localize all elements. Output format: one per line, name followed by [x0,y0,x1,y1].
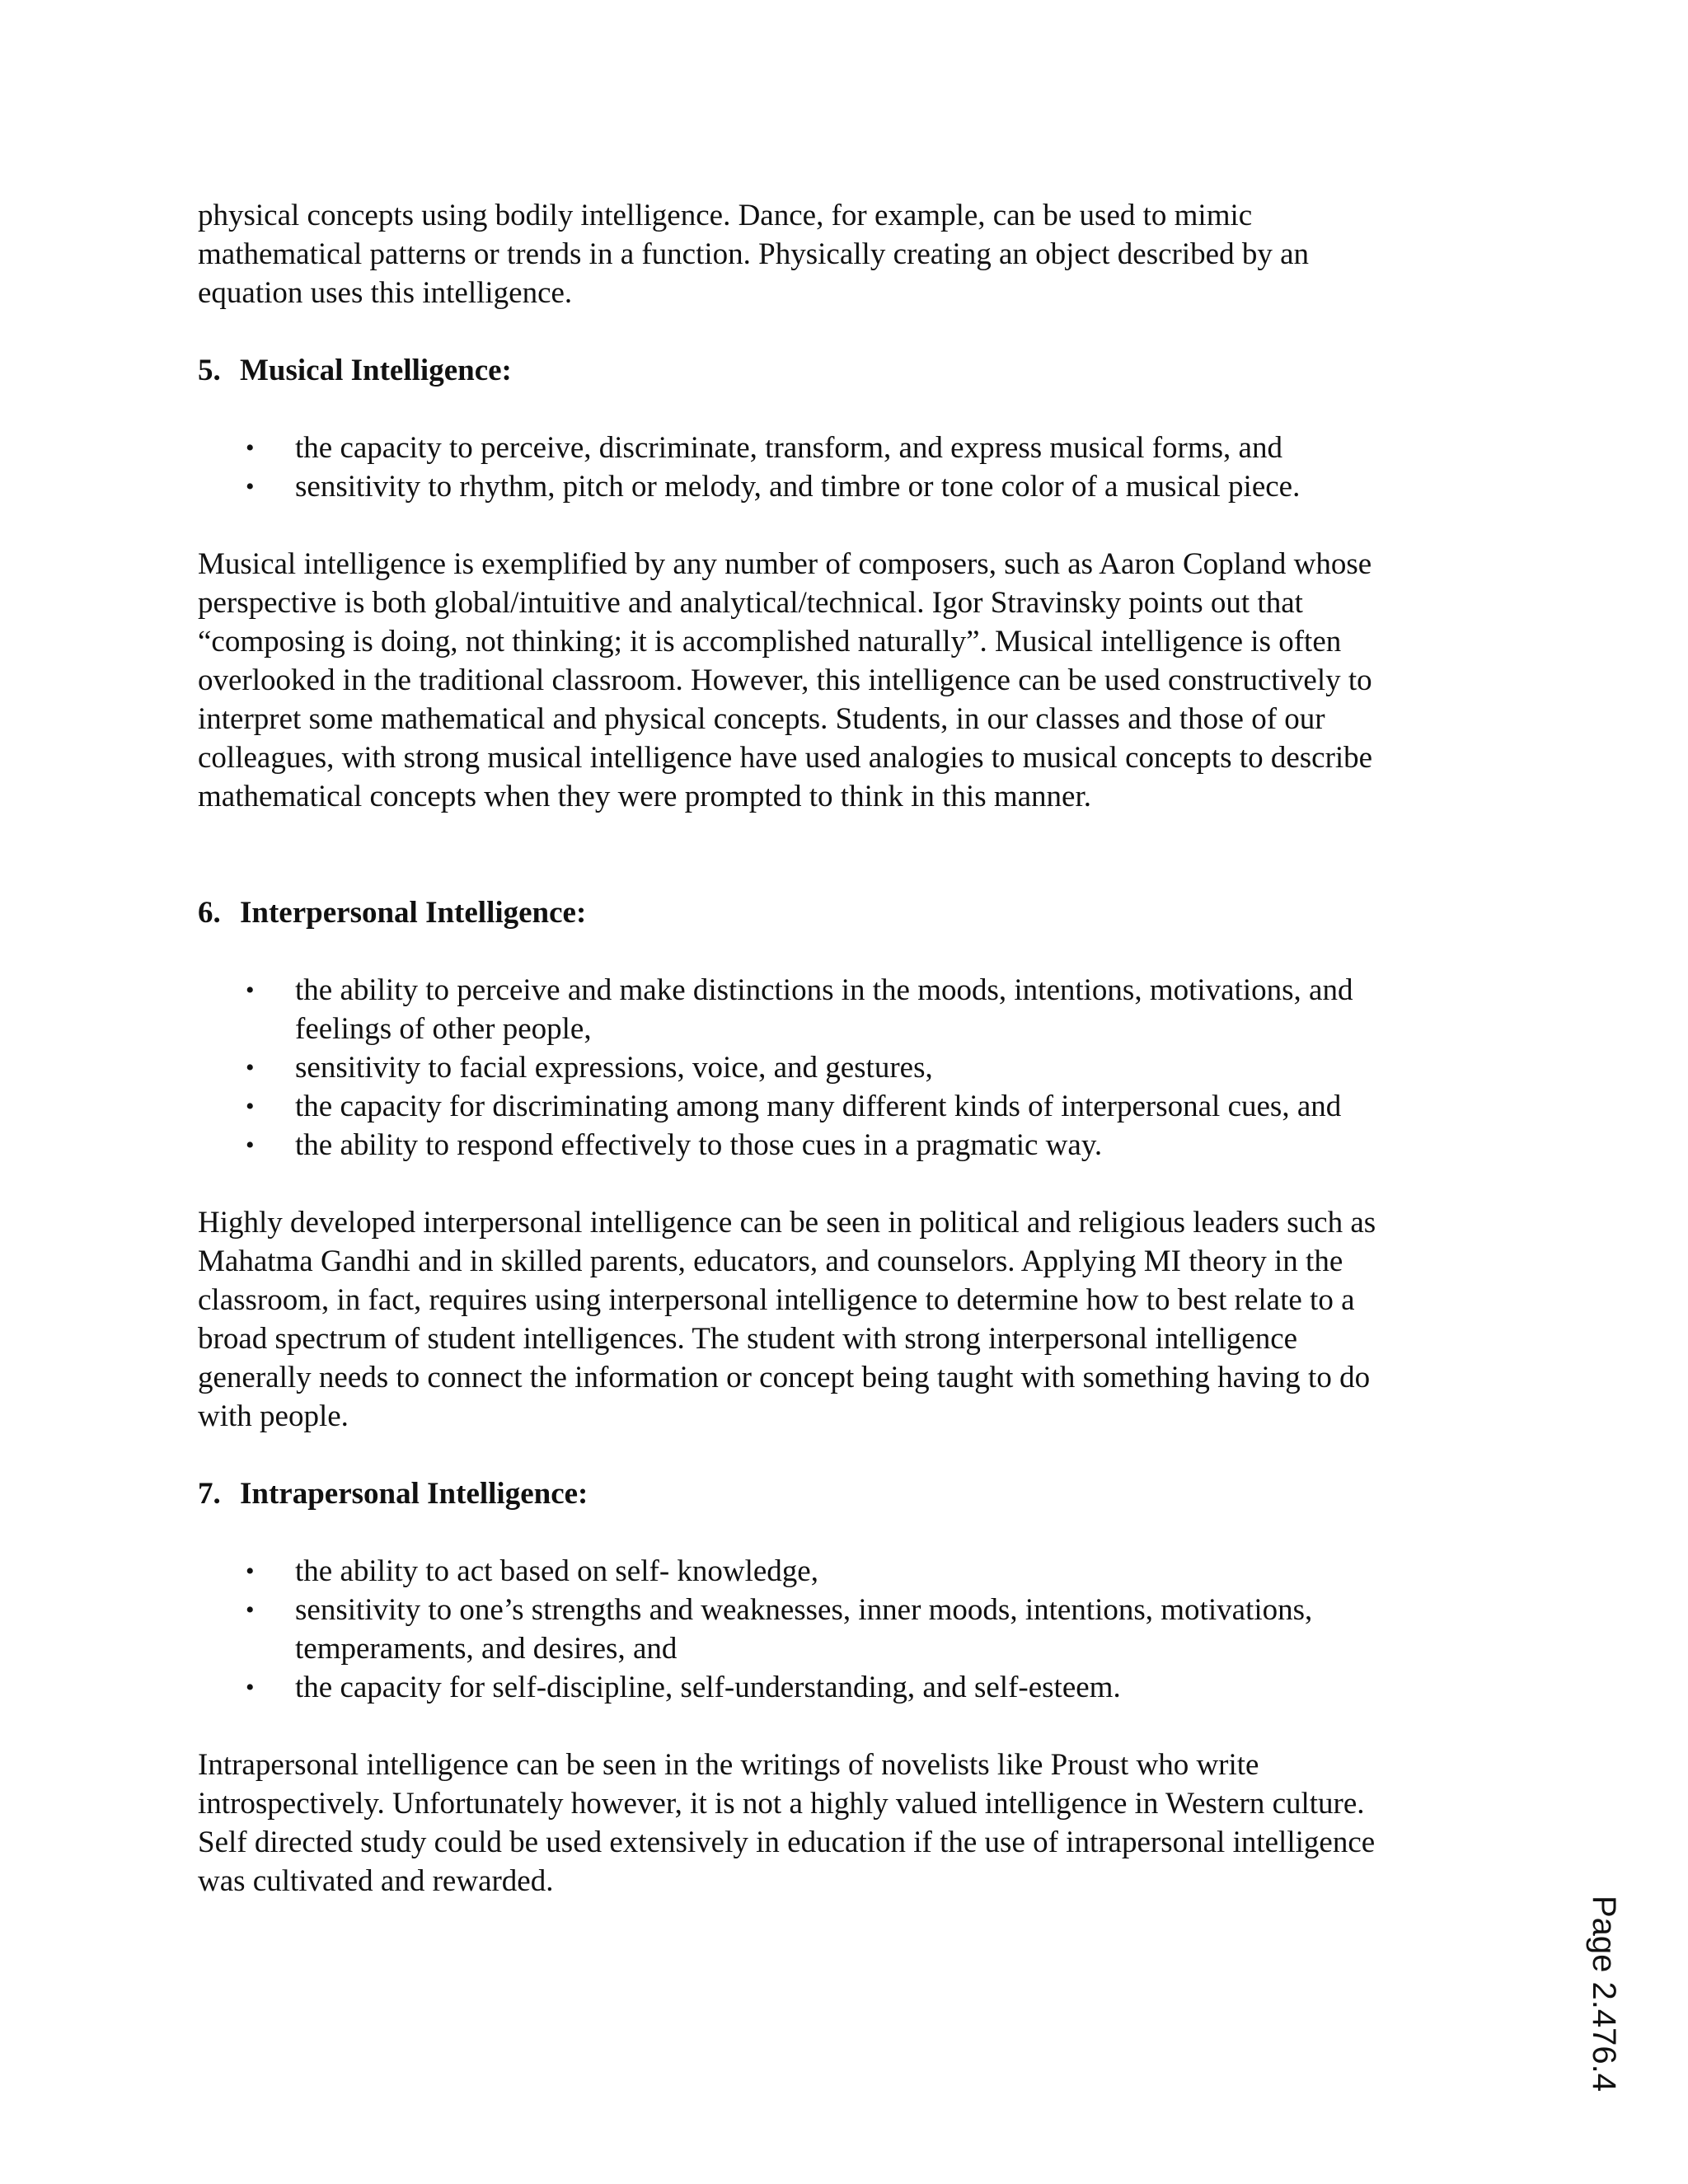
text-line: broad spectrum of student intelligences. The student with strong interpersonal intelligence [198,1322,1298,1356]
text-line: interpret some mathematical and physical concepts. Students, in our classes and those of our [198,702,1325,736]
page-number-label: Page 2.476.4 [1586,1896,1622,2092]
text-line: colleagues, with strong musical intelligence have used analogies to musical concepts to describe [198,741,1373,775]
list-item [198,1048,1500,1087]
bullet-icon: • [246,1674,255,1701]
text-line: the ability to perceive and make distinctions in the moods, intentions, motivations, and [295,973,1353,1007]
section-title: Intrapersonal Intelligence: [240,1477,588,1511]
bullet-icon: • [246,1054,255,1081]
text-line: mathematical patterns or trends in a function. Physically creating an object described by an [198,237,1309,271]
text-line: perspective is both global/intuitive and analytical/technical. Igor Stravinsky points out that [198,586,1303,620]
text-line: sensitivity to one’s strengths and weaknesses, inner moods, intentions, motivations, [295,1593,1313,1627]
text-line: the ability to act based on self- knowledge, [295,1554,818,1588]
section-heading-interpersonal [198,893,1500,932]
paragraph-musical [198,545,1500,816]
intro-paragraph [198,196,1500,312]
text-line: the capacity to perceive, discriminate, transform, and express musical forms, and [295,431,1282,465]
section-heading-musical [198,351,1500,390]
bullet-icon: • [246,1596,255,1624]
section-heading-intrapersonal [198,1474,1500,1513]
text-line: sensitivity to rhythm, pitch or melody, and timbre or tone color of a musical piece. [295,470,1301,504]
text-line: Highly developed interpersonal intelligence can be seen in political and religious leaders such as [198,1206,1376,1240]
text-line: equation uses this intelligence. [198,276,573,310]
text-line: temperaments, and desires, and [295,1632,678,1666]
bullet-icon: • [246,1093,255,1120]
text-line: classroom, in fact, requires using interpersonal intelligence to determine how to best relate to a [198,1283,1355,1317]
list-item [198,1087,1500,1126]
list-item [198,1591,1500,1668]
text-line: physical concepts using bodily intelligence. Dance, for example, can be used to mimic [198,199,1253,232]
text-line: was cultivated and rewarded. [198,1864,554,1898]
text-line: the capacity for self-discipline, self-understanding, and self-esteem. [295,1671,1121,1704]
bullet-icon: • [246,977,255,1004]
bullet-icon: • [246,473,255,500]
paragraph-interpersonal [198,1203,1500,1436]
list-item [198,1668,1500,1707]
text-line: introspectively. Unfortunately however, it is not a highly valued intelligence in Western culture. [198,1787,1365,1821]
bullet-icon: • [246,434,255,462]
list-item [198,467,1500,506]
text-line: Musical intelligence is exemplified by any number of composers, such as Aaron Copland whose [198,547,1372,581]
list-item [198,1126,1500,1165]
section-title: Musical Intelligence: [240,354,512,387]
section-number: 5. [198,354,221,387]
bullet-icon: • [246,1558,255,1585]
text-line: the capacity for discriminating among many different kinds of interpersonal cues, and [295,1090,1342,1123]
text-line: Mahatma Gandhi and in skilled parents, educators, and counselors. Applying MI theory in the [198,1244,1343,1278]
page-body [198,196,1500,1900]
bullet-list-interpersonal [198,971,1500,1165]
bullet-list-intrapersonal [198,1552,1500,1707]
text-line: Intrapersonal intelligence can be seen in the writings of novelists like Proust who write [198,1748,1259,1782]
section-number: 6. [198,896,221,930]
section-number: 7. [198,1477,221,1511]
list-item [198,429,1500,467]
text-line: generally needs to connect the information or concept being taught with something having to do [198,1361,1371,1394]
bullet-list-musical [198,429,1500,506]
text-line: the ability to respond effectively to those cues in a pragmatic way. [295,1128,1103,1162]
list-item [198,971,1500,1048]
section-title: Interpersonal Intelligence: [240,896,587,930]
text-line: mathematical concepts when they were prompted to think in this manner. [198,780,1092,813]
paragraph-intrapersonal [198,1746,1500,1900]
bullet-icon: • [246,1132,255,1159]
text-line: overlooked in the traditional classroom. However, this intelligence can be used constructively to [198,663,1372,697]
text-line: Self directed study could be used extensively in education if the use of intrapersonal intelligence [198,1825,1376,1859]
text-line: feelings of other people, [295,1012,592,1046]
text-line: sensitivity to facial expressions, voice, and gestures, [295,1051,933,1085]
text-line: with people. [198,1399,349,1433]
list-item [198,1552,1500,1591]
text-line: “composing is doing, not thinking; it is accomplished naturally”. Musical intelligence is often [198,625,1342,658]
